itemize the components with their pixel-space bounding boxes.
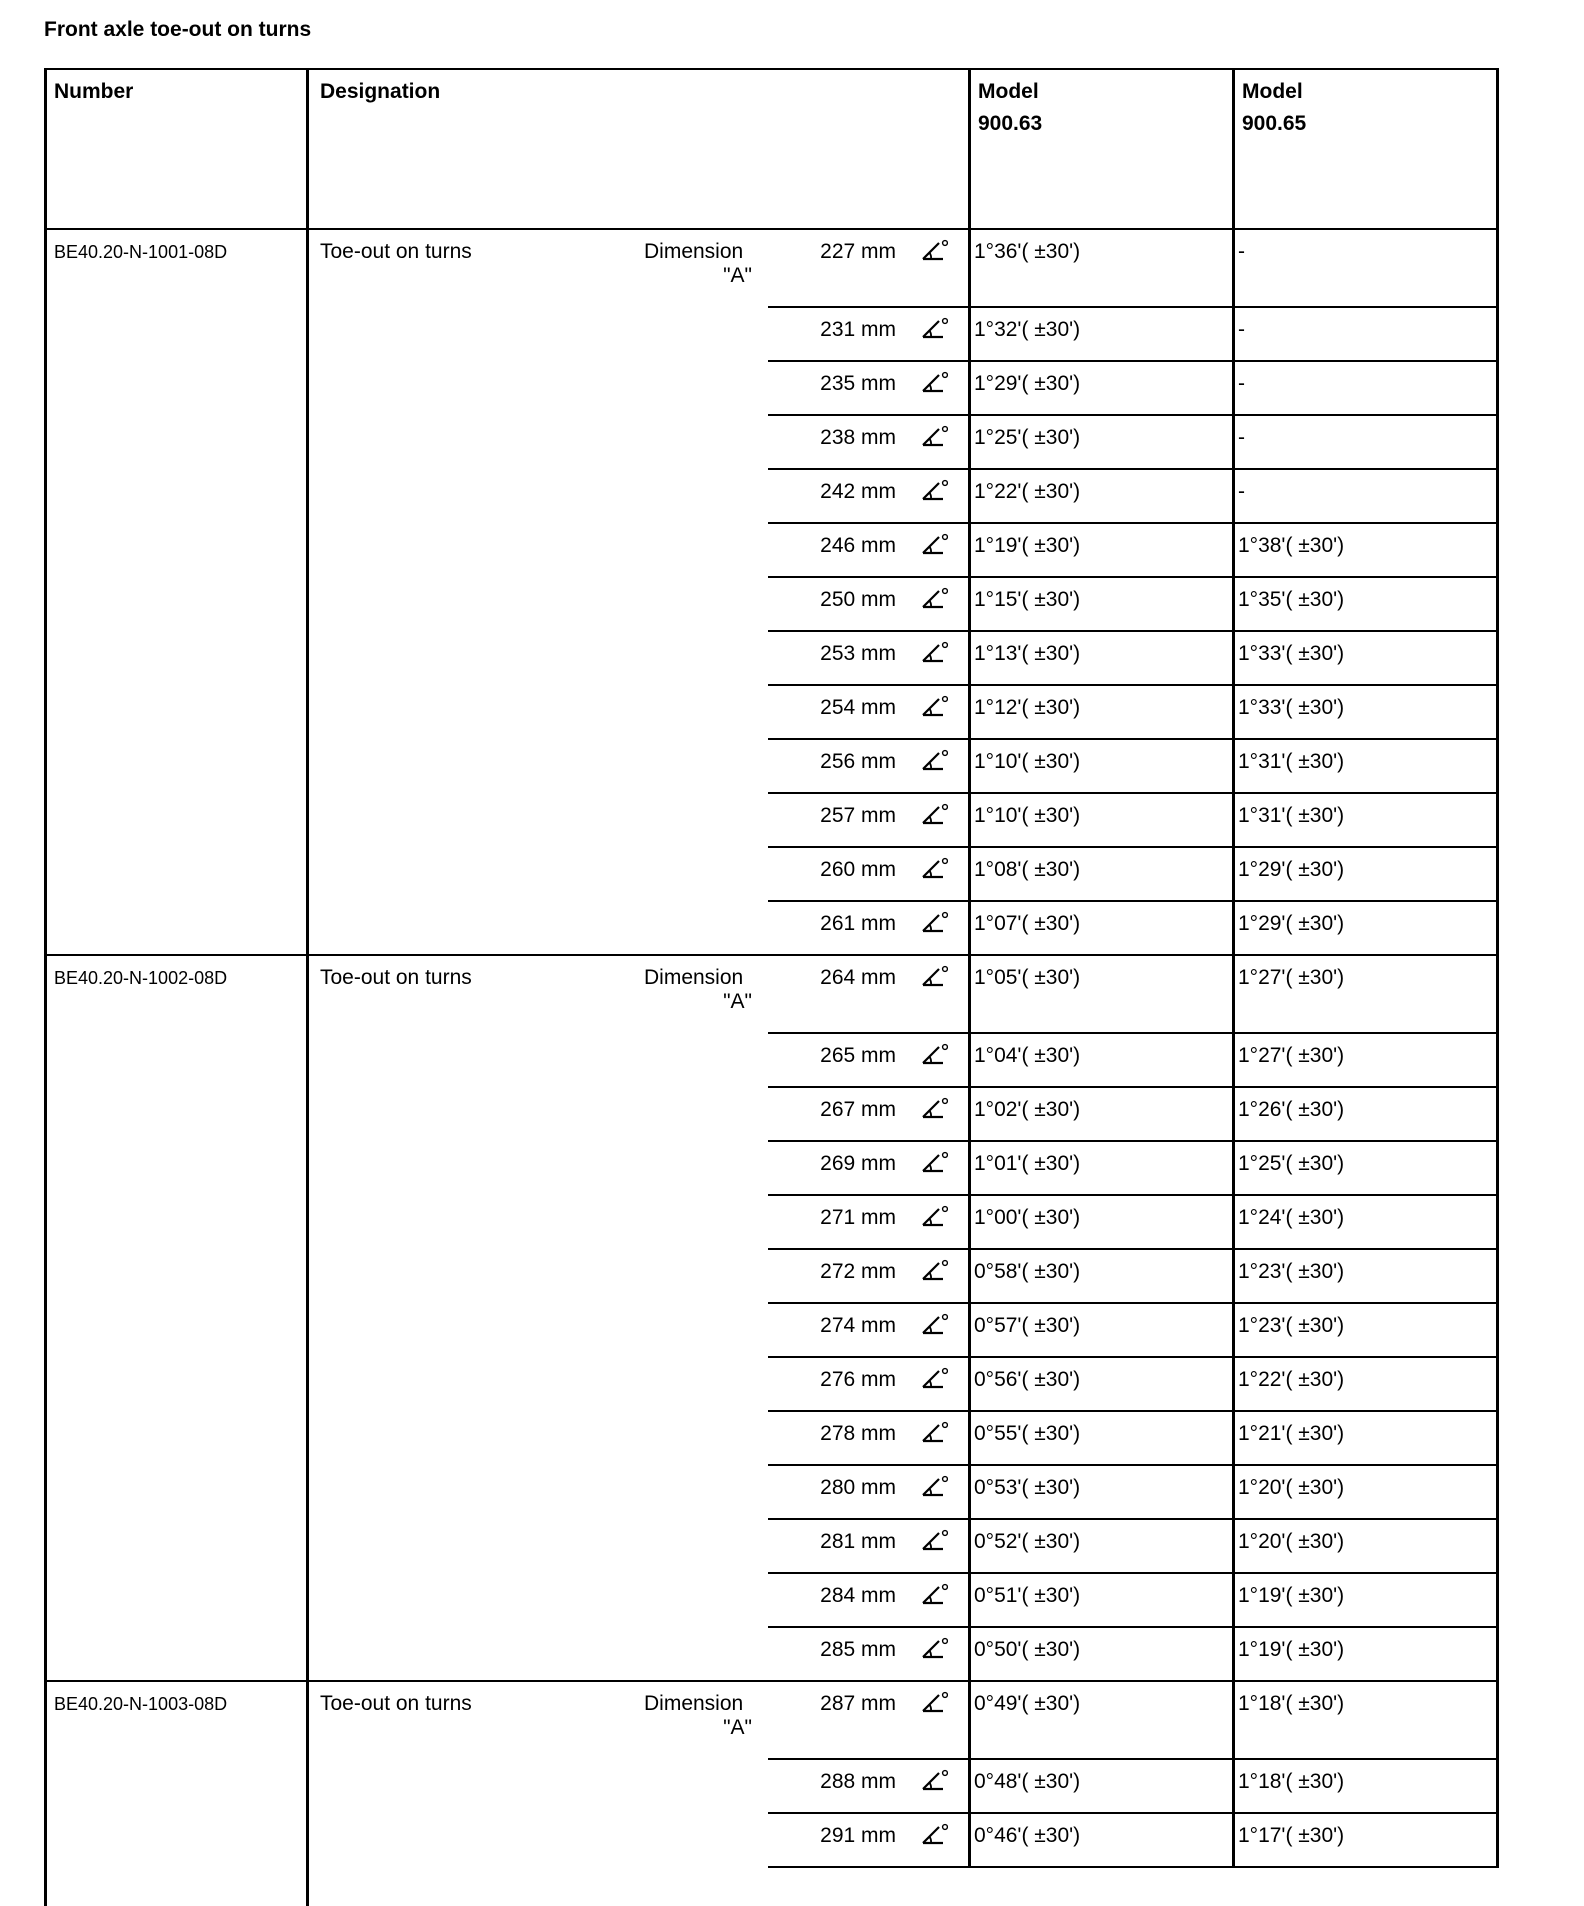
angle-icon: [918, 1582, 948, 1608]
model-2-value: 1°20'( ±30'): [1238, 1476, 1345, 1499]
angle-icon: [918, 748, 948, 774]
dimension-value: 267 mm: [820, 1098, 896, 1121]
model-1-value: 1°08'( ±30'): [974, 858, 1081, 881]
model-2-value: 1°24'( ±30'): [1238, 1206, 1345, 1229]
dimension-value: 246 mm: [820, 534, 896, 557]
dimension-value: 288 mm: [820, 1770, 896, 1793]
dimension-value: 285 mm: [820, 1638, 896, 1661]
model-1-value: 1°01'( ±30'): [974, 1152, 1081, 1175]
header-model-1-code: 900.63: [978, 112, 1043, 135]
angle-icon: [918, 1366, 948, 1392]
model-2-value: 1°31'( ±30'): [1238, 750, 1345, 773]
model-2-value: 1°23'( ±30'): [1238, 1260, 1345, 1283]
model-2-value: 1°27'( ±30'): [1238, 966, 1345, 989]
angle-icon: [918, 316, 948, 342]
dimension-value: 261 mm: [820, 912, 896, 935]
row-divider: [768, 306, 1498, 308]
model-1-value: 1°12'( ±30'): [974, 696, 1081, 719]
row-divider: [768, 630, 1498, 632]
dimension-value: 227 mm: [820, 240, 896, 263]
model-1-value: 1°32'( ±30'): [974, 318, 1081, 341]
angle-icon: [918, 1042, 948, 1068]
row-divider: [768, 1464, 1498, 1466]
row-divider: [768, 1758, 1498, 1760]
designation-column-divider: [306, 68, 309, 1906]
model-1-value: 0°49'( ±30'): [974, 1692, 1081, 1715]
model-2-value: 1°27'( ±30'): [1238, 1044, 1345, 1067]
row-divider: [768, 1518, 1498, 1520]
group-divider: [44, 1680, 1498, 1682]
dimension-value: 242 mm: [820, 480, 896, 503]
angle-icon: [918, 640, 948, 666]
angle-icon: [918, 532, 948, 558]
row-divider: [768, 1032, 1498, 1034]
dimension-name: "A": [723, 990, 752, 1013]
dimension-value: 291 mm: [820, 1824, 896, 1847]
model-1-value: 1°10'( ±30'): [974, 804, 1081, 827]
model-1-value: 0°58'( ±30'): [974, 1260, 1081, 1283]
angle-icon: [918, 1420, 948, 1446]
row-divider: [768, 1248, 1498, 1250]
spec-number: BE40.20-N-1002-08D: [54, 968, 228, 988]
angle-icon: [918, 802, 948, 828]
table-right-border: [1496, 68, 1499, 1868]
model-1-value: 1°10'( ±30'): [974, 750, 1081, 773]
model-1-value: 0°46'( ±30'): [974, 1824, 1081, 1847]
angle-icon: [918, 424, 948, 450]
model-2-value: 1°29'( ±30'): [1238, 858, 1345, 881]
row-divider: [768, 414, 1498, 416]
model-2-value: -: [1238, 240, 1245, 263]
angle-icon: [918, 478, 948, 504]
model-1-value: 0°56'( ±30'): [974, 1368, 1081, 1391]
model-2-value: 1°18'( ±30'): [1238, 1770, 1345, 1793]
model-1-value: 1°19'( ±30'): [974, 534, 1081, 557]
header-bottom-border: [44, 228, 1498, 230]
model-1-value: 1°22'( ±30'): [974, 480, 1081, 503]
dimension-value: 287 mm: [820, 1692, 896, 1715]
dimension-value: 284 mm: [820, 1584, 896, 1607]
table-left-border: [44, 68, 47, 1906]
model-2-value: 1°33'( ±30'): [1238, 696, 1345, 719]
row-divider: [768, 1302, 1498, 1304]
model-1-value: 1°05'( ±30'): [974, 966, 1081, 989]
designation: Toe-out on turns: [320, 966, 472, 989]
model-1-value: 0°50'( ±30'): [974, 1638, 1081, 1661]
spec-number: BE40.20-N-1003-08D: [54, 1694, 228, 1714]
row-divider: [768, 900, 1498, 902]
model-1-value: 0°52'( ±30'): [974, 1530, 1081, 1553]
dimension-label: Dimension: [644, 1692, 744, 1715]
row-divider: [768, 1866, 1498, 1868]
dimension-name: "A": [723, 264, 752, 287]
angle-icon: [918, 1150, 948, 1176]
header-model-2-code: 900.65: [1242, 112, 1307, 135]
row-divider: [768, 360, 1498, 362]
model-1-value: 0°57'( ±30'): [974, 1314, 1081, 1337]
dimension-value: 250 mm: [820, 588, 896, 611]
model-2-value: 1°25'( ±30'): [1238, 1152, 1345, 1175]
angle-icon: [918, 964, 948, 990]
angle-icon: [918, 1258, 948, 1284]
model-1-value: 1°02'( ±30'): [974, 1098, 1081, 1121]
model-2-value: 1°35'( ±30'): [1238, 588, 1345, 611]
dimension-value: 253 mm: [820, 642, 896, 665]
model-2-value: -: [1238, 372, 1245, 395]
angle-icon: [918, 694, 948, 720]
model-1-value: 1°13'( ±30'): [974, 642, 1081, 665]
dimension-value: 274 mm: [820, 1314, 896, 1337]
angle-icon: [918, 1312, 948, 1338]
angle-icon: [918, 370, 948, 396]
dimension-value: 272 mm: [820, 1260, 896, 1283]
model-1-value: 0°53'( ±30'): [974, 1476, 1081, 1499]
header-designation: Designation: [320, 80, 441, 103]
model-2-value: 1°19'( ±30'): [1238, 1584, 1345, 1607]
model-2-value: 1°17'( ±30'): [1238, 1824, 1345, 1847]
model-1-value: 0°48'( ±30'): [974, 1770, 1081, 1793]
dimension-value: 281 mm: [820, 1530, 896, 1553]
designation: Toe-out on turns: [320, 1692, 472, 1715]
dimension-value: 254 mm: [820, 696, 896, 719]
row-divider: [768, 1086, 1498, 1088]
dimension-name: "A": [723, 1716, 752, 1739]
row-divider: [768, 792, 1498, 794]
model-2-value: 1°19'( ±30'): [1238, 1638, 1345, 1661]
row-divider: [768, 684, 1498, 686]
row-divider: [768, 1194, 1498, 1196]
angle-icon: [918, 1822, 948, 1848]
model-1-value: 1°29'( ±30'): [974, 372, 1081, 395]
row-divider: [768, 1626, 1498, 1628]
page-title: Front axle toe-out on turns: [44, 18, 312, 41]
model-1-value: 1°36'( ±30'): [974, 240, 1081, 263]
row-divider: [768, 1410, 1498, 1412]
dimension-value: 278 mm: [820, 1422, 896, 1445]
dimension-value: 276 mm: [820, 1368, 896, 1391]
row-divider: [768, 738, 1498, 740]
model-1-value: 1°07'( ±30'): [974, 912, 1081, 935]
model-2-value: 1°33'( ±30'): [1238, 642, 1345, 665]
dimension-value: 280 mm: [820, 1476, 896, 1499]
angle-icon: [918, 1528, 948, 1554]
model-1-column-divider: [968, 68, 971, 1868]
angle-icon: [918, 1474, 948, 1500]
row-divider: [768, 1572, 1498, 1574]
group-divider: [44, 954, 1498, 956]
spec-number: BE40.20-N-1001-08D: [54, 242, 228, 262]
row-divider: [768, 1356, 1498, 1358]
dimension-label: Dimension: [644, 240, 744, 263]
angle-icon: [918, 1636, 948, 1662]
table-top-border: [44, 68, 1498, 70]
model-2-value: -: [1238, 318, 1245, 341]
model-1-value: 1°25'( ±30'): [974, 426, 1081, 449]
angle-icon: [918, 1690, 948, 1716]
model-2-value: 1°22'( ±30'): [1238, 1368, 1345, 1391]
dimension-value: 264 mm: [820, 966, 896, 989]
model-1-value: 0°55'( ±30'): [974, 1422, 1081, 1445]
model-2-value: 1°18'( ±30'): [1238, 1692, 1345, 1715]
designation: Toe-out on turns: [320, 240, 472, 263]
dimension-value: 238 mm: [820, 426, 896, 449]
model-2-value: 1°23'( ±30'): [1238, 1314, 1345, 1337]
model-1-value: 0°51'( ±30'): [974, 1584, 1081, 1607]
model-2-value: -: [1238, 480, 1245, 503]
model-2-value: 1°20'( ±30'): [1238, 1530, 1345, 1553]
model-1-value: 1°00'( ±30'): [974, 1206, 1081, 1229]
model-2-column-divider: [1232, 68, 1235, 1868]
angle-icon: [918, 238, 948, 264]
row-divider: [768, 522, 1498, 524]
header-model-2-label: Model: [1242, 80, 1303, 103]
model-2-value: 1°29'( ±30'): [1238, 912, 1345, 935]
dimension-value: 265 mm: [820, 1044, 896, 1067]
model-1-value: 1°04'( ±30'): [974, 1044, 1081, 1067]
dimension-value: 271 mm: [820, 1206, 896, 1229]
row-divider: [768, 1812, 1498, 1814]
angle-icon: [918, 856, 948, 882]
angle-icon: [918, 1768, 948, 1794]
angle-icon: [918, 586, 948, 612]
dimension-value: 231 mm: [820, 318, 896, 341]
dimension-value: 269 mm: [820, 1152, 896, 1175]
angle-icon: [918, 1204, 948, 1230]
dimension-value: 257 mm: [820, 804, 896, 827]
dimension-value: 235 mm: [820, 372, 896, 395]
dimension-label: Dimension: [644, 966, 744, 989]
row-divider: [768, 1140, 1498, 1142]
model-2-value: -: [1238, 426, 1245, 449]
model-1-value: 1°15'( ±30'): [974, 588, 1081, 611]
model-2-value: 1°26'( ±30'): [1238, 1098, 1345, 1121]
row-divider: [768, 468, 1498, 470]
row-divider: [768, 576, 1498, 578]
model-2-value: 1°31'( ±30'): [1238, 804, 1345, 827]
row-divider: [768, 846, 1498, 848]
dimension-value: 260 mm: [820, 858, 896, 881]
angle-icon: [918, 910, 948, 936]
dimension-value: 256 mm: [820, 750, 896, 773]
model-2-value: 1°21'( ±30'): [1238, 1422, 1345, 1445]
header-number: Number: [54, 80, 134, 103]
angle-icon: [918, 1096, 948, 1122]
header-model-1-label: Model: [978, 80, 1039, 103]
model-2-value: 1°38'( ±30'): [1238, 534, 1345, 557]
